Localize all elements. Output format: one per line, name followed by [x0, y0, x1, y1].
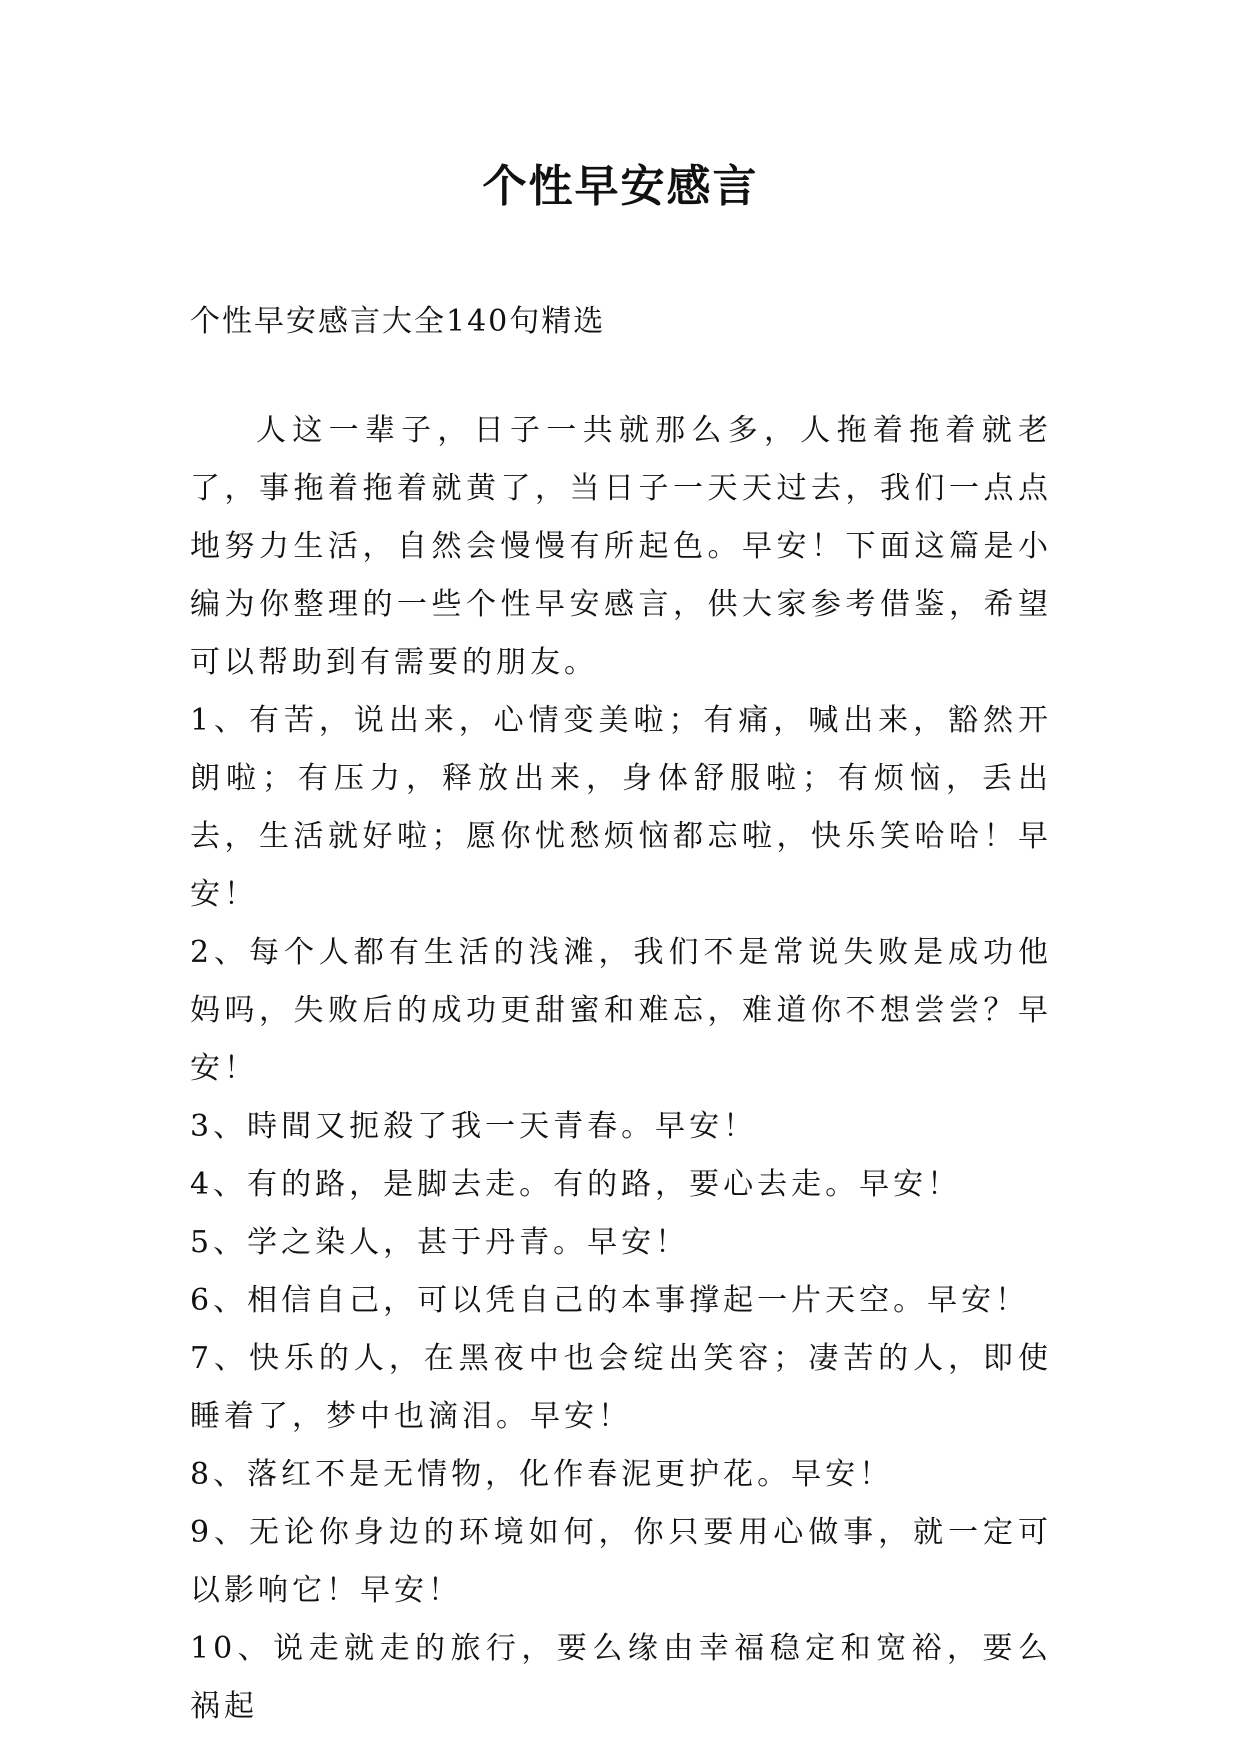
list-item: 6、相信自己，可以凭自己的本事撑起一片天空。早安！ — [190, 1283, 1030, 1318]
list-item: 8、落红不是无情物，化作春泥更护花。早安！ — [190, 1457, 894, 1492]
list-item: 5、学之染人，甚于丹青。早安！ — [190, 1225, 690, 1260]
list-item: 9、无论你身边的环境如何，你只要用心做事，就一定可以影响它！早安！ — [190, 1515, 1052, 1608]
list-item: 7、快乐的人，在黑夜中也会绽出笑容；凄苦的人，即使睡着了，梦中也滴泪。早安！ — [190, 1341, 1052, 1434]
list-item: 2、每个人都有生活的浅滩，我们不是常说失败是成功他妈吗，失败后的成功更甜蜜和难忘，难道你不想尝尝？早安！ — [190, 935, 1052, 1086]
list-item: 1、有苦，说出来，心情变美啦；有痛，喊出来，豁然开朗啦；有压力，释放出来，身体舒服啦；有烦恼，丢出去，生活就好啦；愿你忧愁烦恼都忘啦，快乐笑哈哈！早安！ — [190, 703, 1052, 912]
document-subtitle: 个性早安感言大全140句精选 — [190, 304, 606, 339]
document-title: 个性早安感言 — [482, 161, 759, 212]
list-item: 10、说走就走的旅行，要么缘由幸福稳定和宽裕，要么祸起 — [190, 1631, 1052, 1724]
list-item: 4、有的路，是脚去走。有的路，要心去走。早安！ — [190, 1167, 962, 1202]
intro-paragraph: 人这一辈子，日子一共就那么多，人拖着拖着就老了，事拖着拖着就黄了，当日子一天天过去，我们一点点地努力生活，自然会慢慢有所起色。早安！下面这篇是小编为你整理的一些个性早安感言，供大家参考借鉴，希望可以帮助到有需要的朋友。 — [190, 413, 1052, 680]
document-body — [190, 402, 1052, 1736]
list-item: 3、時間又扼殺了我一天青春。早安！ — [190, 1109, 758, 1144]
